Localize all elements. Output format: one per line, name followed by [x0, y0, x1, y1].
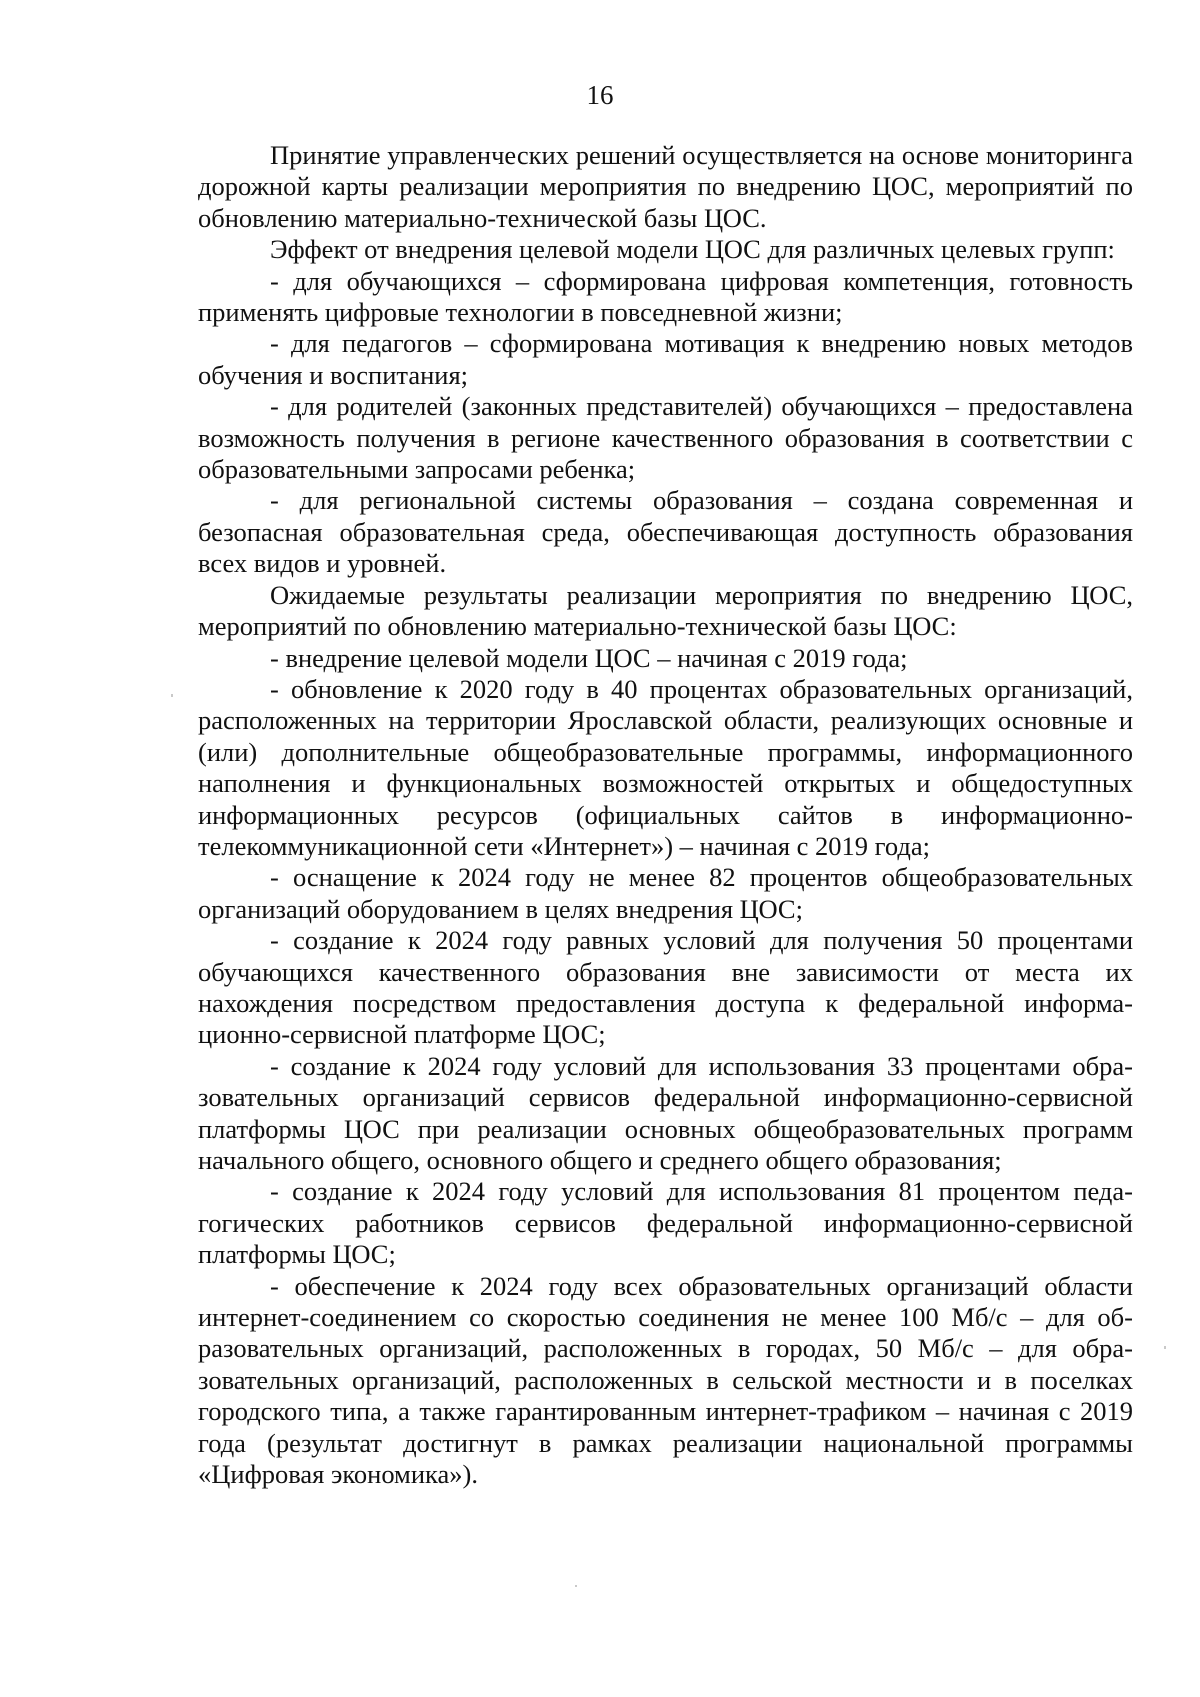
page-number: 16	[586, 80, 614, 110]
paragraph: - для педагогов – сформирована мотивация к внедрению новых методов обучения и воспитания;	[198, 328, 1133, 390]
scan-speck	[171, 694, 173, 697]
paragraph: - внедрение целевой модели ЦОС – начиная с 2019 года;	[270, 642, 908, 673]
paragraph: - обеспечение к 2024 году всех образовательных организаций области интернет-соединением со скоростью соединения не менее 100 Мб/с – для образовательных организаций, расположенных в городах, 50 Мб/с – для образовательных организаций, расположенных в сельской местности и в поселках городского типа, а также гарантированным интернет-трафиком – начиная с 2019 года (результат достигнут в рамках реализации национальной программы «Цифровая экономика»).	[198, 1270, 1133, 1490]
paragraph: - создание к 2024 году условий для использования 81 процентом педагогических работников сервисов федеральной информационно-сервисной платформы ЦОС;	[198, 1176, 1133, 1270]
paragraph: Ожидаемые результаты реализации мероприятия по внедрению ЦОС, мероприятий по обновлению материально-технической базы ЦОС:	[198, 579, 1133, 642]
document-body	[198, 140, 1133, 1490]
paragraph: - для родителей (законных представителей) обучающихся – предоставлена возможность получения в регионе качественного образования в соответствии с образовательными запросами ребенка;	[198, 391, 1133, 485]
paragraph: - создание к 2024 году равных условий для получения 50 процентами обучающихся качественного образования вне зависимости от места их нахождения посредством предоставления доступа к федеральной информационно-сервисной платформе ЦОС;	[198, 925, 1133, 1050]
scan-speck	[575, 1585, 577, 1587]
paragraph: Принятие управленческих решений осуществляется на основе мониторинга дорожной карты реализации мероприятия по внедрению ЦОС, мероприятий по обновлению материально-технической базы ЦОС.	[198, 140, 1133, 233]
scan-speck	[1164, 1346, 1166, 1349]
paragraph: - для обучающихся – сформирована цифровая компетенция, готовность применять цифровые технологии в повседневной жизни;	[198, 265, 1133, 328]
paragraph: - обновление к 2020 году в 40 процентах образовательных организаций, расположенных на территории Ярославской области, реализующих основные и (или) дополнительные общеобразовательные программы, информационного наполнения и функциональных возможностей открытых и общедоступных информационных ресурсов (официальных сайтов в информационно-телекоммуникационной сети «Интернет») – начиная с 2019 года;	[198, 673, 1133, 861]
paragraph: - создание к 2024 году условий для использования 33 процентами образовательных организаций сервисов федеральной информационно-сервисной платформы ЦОС при реализации основных общеобразовательных программ начального общего, основного общего и среднего общего образования;	[198, 1050, 1133, 1175]
paragraph: - для региональной системы образования – создана современная и безопасная образовательная среда, обеспечивающая доступность образования всех видов и уровней.	[198, 485, 1133, 579]
paragraph: Эффект от внедрения целевой модели ЦОС для различных целевых групп:	[270, 234, 1115, 265]
paragraph: - оснащение к 2024 году не менее 82 процентов общеобразовательных организаций оборудованием в целях внедрения ЦОС;	[198, 862, 1133, 924]
